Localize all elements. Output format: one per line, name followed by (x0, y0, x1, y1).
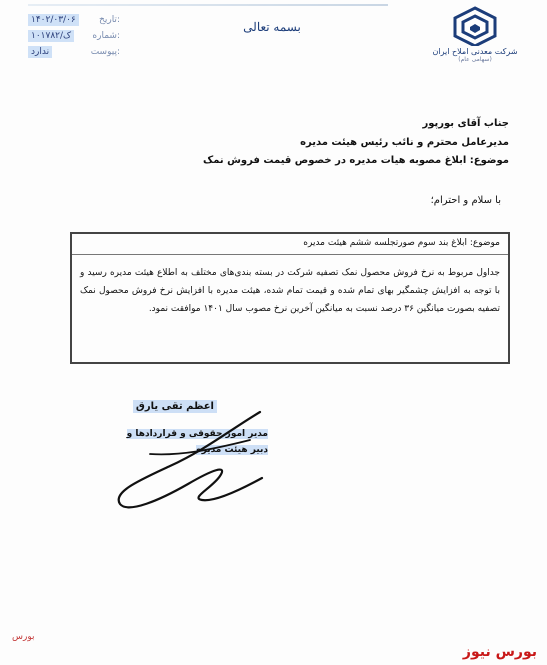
date-value: ۱۴۰۲/۰۳/۰۶ (28, 14, 79, 26)
greeting: با سلام و احترام؛ (430, 195, 501, 206)
bismillah: بسمه تعالی (243, 20, 301, 34)
letter-subject: موضوع: ابلاغ مصوبه هیات مدیره در خصوص قیمت فروش نمک (202, 155, 509, 166)
corner-watermark-logo: بورس (12, 632, 35, 642)
brand-watermark: بورس نیوز (462, 644, 537, 660)
addressee-title: مدیرعامل محترم و نائب رئیس هیئت مدیره (300, 137, 509, 148)
attachment-value: ندارد (28, 46, 52, 58)
resolution-title: موضوع: ابلاغ بند سوم صورتجلسه ششم هیئت مدیره (303, 238, 500, 248)
header-rule (28, 4, 388, 6)
number-label: شماره: (92, 31, 120, 41)
letter-meta (28, 12, 120, 60)
meta-date (28, 12, 120, 28)
hexagon-logo-icon (449, 6, 501, 46)
company-subtitle: (سهامی عام) (458, 56, 492, 63)
attachment-label: پیوست: (90, 47, 120, 57)
meta-attachment (28, 44, 120, 60)
addressee-name: جناب آقای بورپور (422, 118, 509, 129)
date-label: تاریخ: (99, 15, 120, 25)
signer-name: اعظم تقی یارق (133, 400, 217, 413)
meta-number (28, 28, 120, 44)
resolution-body (80, 264, 500, 318)
company-logo (425, 6, 525, 76)
resolution-box (70, 232, 510, 364)
handwritten-signature (110, 400, 280, 520)
number-value: ۱۰۱۷۸۲/ک (28, 30, 74, 42)
signer-title-text: مدیر امور حقوقی و قراردادها و دبیر هیئت مدیره (126, 429, 268, 455)
resolution-box-header (72, 234, 508, 255)
company-name: شرکت معدنی املاح ایران (432, 47, 518, 56)
resolution-text: جداول مربوط به نرخ فروش محصول نمک تصفیه شرکت در بسته بندی‌های مختلف به اطلاع هیئت مدیره رسید و با توجه به افزایش چشمگیر بهای تمام شده و قیمت تمام شده، هیئت مدیره با افزایش نرخ فروش محصول نمک تصفیه بصورت میانگین ۳۶ درصد نسبت به میانگین آخرین نرخ مصوب سال ۱۴۰۱ موافقت نمود. (80, 268, 500, 314)
